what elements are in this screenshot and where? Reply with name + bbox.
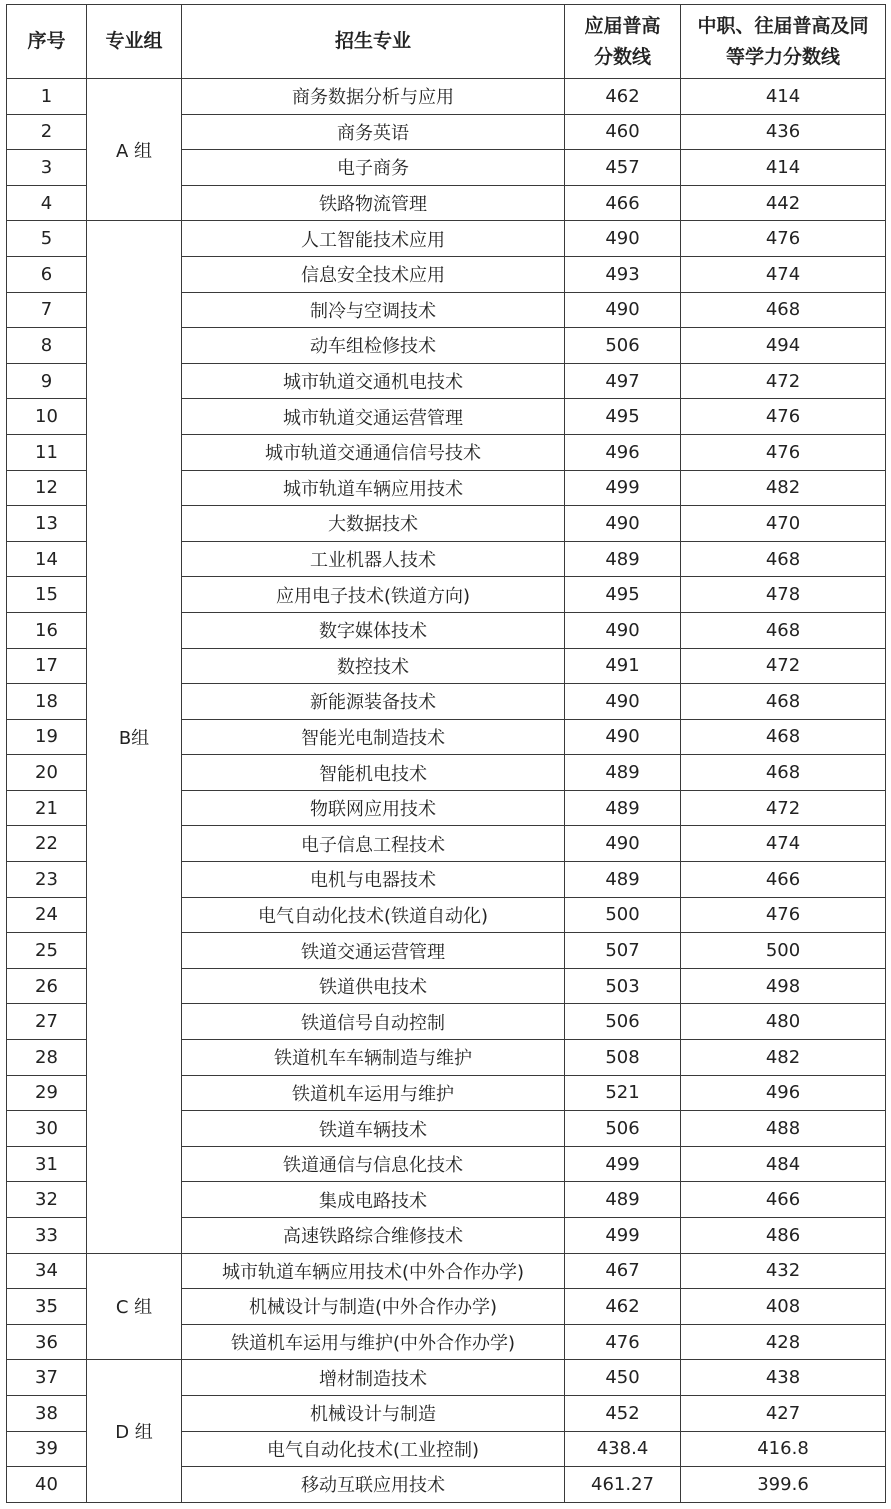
cell-major: 智能光电制造技术 <box>182 719 565 755</box>
cell-major: 铁道机车运用与维护 <box>182 1075 565 1111</box>
cell-score-other: 438 <box>681 1360 886 1396</box>
cell-index: 26 <box>7 968 87 1004</box>
cell-major: 应用电子技术(铁道方向) <box>182 577 565 613</box>
cell-score-current: 506 <box>565 1111 681 1147</box>
cell-major: 电子信息工程技术 <box>182 826 565 862</box>
cell-score-current: 490 <box>565 684 681 720</box>
cell-score-current: 490 <box>565 612 681 648</box>
cell-score-current: 495 <box>565 577 681 613</box>
cell-score-current: 438.4 <box>565 1431 681 1467</box>
cell-score-other: 436 <box>681 114 886 150</box>
cell-index: 21 <box>7 790 87 826</box>
cell-score-other: 482 <box>681 1040 886 1076</box>
cell-index: 15 <box>7 577 87 613</box>
cell-index: 25 <box>7 933 87 969</box>
cell-score-current: 476 <box>565 1324 681 1360</box>
cell-score-current: 496 <box>565 434 681 470</box>
cell-major: 大数据技术 <box>182 506 565 542</box>
cell-index: 18 <box>7 684 87 720</box>
cell-score-other: 468 <box>681 719 886 755</box>
cell-major: 城市轨道车辆应用技术 <box>182 470 565 506</box>
cell-score-other: 484 <box>681 1146 886 1182</box>
cell-score-other: 498 <box>681 968 886 1004</box>
cell-score-other: 432 <box>681 1253 886 1289</box>
cell-score-other: 486 <box>681 1218 886 1254</box>
cell-major: 铁路物流管理 <box>182 185 565 221</box>
cell-major: 城市轨道交通机电技术 <box>182 363 565 399</box>
cell-score-other: 476 <box>681 897 886 933</box>
cell-score-other: 468 <box>681 541 886 577</box>
cell-major: 增材制造技术 <box>182 1360 565 1396</box>
cell-score-current: 499 <box>565 470 681 506</box>
admission-score-table <box>6 4 886 1503</box>
cell-major: 信息安全技术应用 <box>182 256 565 292</box>
cell-score-current: 497 <box>565 363 681 399</box>
cell-major: 铁道机车运用与维护(中外合作办学) <box>182 1324 565 1360</box>
cell-score-current: 466 <box>565 185 681 221</box>
cell-group: A 组 <box>87 79 182 221</box>
header-score-current-line1: 应届普高 <box>584 14 661 37</box>
cell-score-current: 490 <box>565 292 681 328</box>
cell-major: 智能机电技术 <box>182 755 565 791</box>
cell-index: 12 <box>7 470 87 506</box>
cell-score-current: 462 <box>565 79 681 115</box>
cell-index: 8 <box>7 328 87 364</box>
cell-major: 电气自动化技术(铁道自动化) <box>182 897 565 933</box>
cell-index: 1 <box>7 79 87 115</box>
cell-score-current: 467 <box>565 1253 681 1289</box>
cell-score-current: 490 <box>565 221 681 257</box>
cell-index: 36 <box>7 1324 87 1360</box>
cell-score-other: 442 <box>681 185 886 221</box>
cell-score-current: 508 <box>565 1040 681 1076</box>
cell-score-other: 427 <box>681 1395 886 1431</box>
header-row <box>7 5 886 79</box>
cell-major: 城市轨道交通通信信号技术 <box>182 434 565 470</box>
cell-score-other: 478 <box>681 577 886 613</box>
cell-major: 电气自动化技术(工业控制) <box>182 1431 565 1467</box>
cell-score-other: 414 <box>681 79 886 115</box>
header-score-current <box>565 5 681 79</box>
cell-index: 14 <box>7 541 87 577</box>
cell-index: 2 <box>7 114 87 150</box>
cell-score-other: 399.6 <box>681 1467 886 1503</box>
cell-major: 移动互联应用技术 <box>182 1467 565 1503</box>
table-row <box>7 79 886 115</box>
cell-index: 7 <box>7 292 87 328</box>
cell-major: 新能源装备技术 <box>182 684 565 720</box>
cell-major: 人工智能技术应用 <box>182 221 565 257</box>
cell-major: 机械设计与制造(中外合作办学) <box>182 1289 565 1325</box>
cell-score-other: 482 <box>681 470 886 506</box>
cell-group: C 组 <box>87 1253 182 1360</box>
cell-index: 17 <box>7 648 87 684</box>
cell-major: 数控技术 <box>182 648 565 684</box>
header-index: 序号 <box>7 5 87 79</box>
cell-major: 商务数据分析与应用 <box>182 79 565 115</box>
cell-major: 动车组检修技术 <box>182 328 565 364</box>
cell-score-other: 496 <box>681 1075 886 1111</box>
cell-score-other: 466 <box>681 862 886 898</box>
cell-score-current: 450 <box>565 1360 681 1396</box>
header-group: 专业组 <box>87 5 182 79</box>
cell-score-current: 490 <box>565 719 681 755</box>
cell-index: 33 <box>7 1218 87 1254</box>
cell-index: 39 <box>7 1431 87 1467</box>
cell-score-other: 488 <box>681 1111 886 1147</box>
cell-score-other: 472 <box>681 648 886 684</box>
cell-score-other: 480 <box>681 1004 886 1040</box>
header-score-other-line2: 等学力分数线 <box>725 45 840 68</box>
cell-index: 24 <box>7 897 87 933</box>
cell-score-current: 499 <box>565 1146 681 1182</box>
table-row <box>7 1360 886 1396</box>
table-row <box>7 221 886 257</box>
cell-index: 16 <box>7 612 87 648</box>
header-score-other-line1: 中职、往届普高及同 <box>697 14 869 37</box>
cell-score-other: 416.8 <box>681 1431 886 1467</box>
cell-index: 27 <box>7 1004 87 1040</box>
table-row <box>7 1253 886 1289</box>
cell-major: 铁道车辆技术 <box>182 1111 565 1147</box>
cell-score-current: 506 <box>565 1004 681 1040</box>
cell-score-other: 476 <box>681 221 886 257</box>
cell-major: 工业机器人技术 <box>182 541 565 577</box>
cell-major: 商务英语 <box>182 114 565 150</box>
cell-score-current: 499 <box>565 1218 681 1254</box>
cell-major: 物联网应用技术 <box>182 790 565 826</box>
cell-index: 20 <box>7 755 87 791</box>
cell-index: 35 <box>7 1289 87 1325</box>
cell-index: 40 <box>7 1467 87 1503</box>
cell-index: 19 <box>7 719 87 755</box>
cell-index: 9 <box>7 363 87 399</box>
cell-index: 3 <box>7 150 87 186</box>
cell-score-other: 500 <box>681 933 886 969</box>
header-score-current-line2: 分数线 <box>593 45 651 68</box>
cell-score-current: 491 <box>565 648 681 684</box>
cell-score-current: 495 <box>565 399 681 435</box>
cell-index: 22 <box>7 826 87 862</box>
cell-major: 制冷与空调技术 <box>182 292 565 328</box>
cell-index: 11 <box>7 434 87 470</box>
cell-major: 集成电路技术 <box>182 1182 565 1218</box>
cell-index: 31 <box>7 1146 87 1182</box>
header-score-other <box>681 5 886 79</box>
cell-index: 4 <box>7 185 87 221</box>
cell-score-other: 476 <box>681 434 886 470</box>
cell-major: 城市轨道车辆应用技术(中外合作办学) <box>182 1253 565 1289</box>
cell-score-current: 507 <box>565 933 681 969</box>
cell-score-other: 476 <box>681 399 886 435</box>
cell-score-other: 494 <box>681 328 886 364</box>
cell-major: 数字媒体技术 <box>182 612 565 648</box>
cell-score-other: 428 <box>681 1324 886 1360</box>
cell-group: B组 <box>87 221 182 1253</box>
cell-index: 5 <box>7 221 87 257</box>
cell-index: 30 <box>7 1111 87 1147</box>
cell-score-current: 493 <box>565 256 681 292</box>
cell-score-current: 490 <box>565 506 681 542</box>
cell-score-current: 460 <box>565 114 681 150</box>
cell-major: 铁道交通运营管理 <box>182 933 565 969</box>
cell-major: 铁道信号自动控制 <box>182 1004 565 1040</box>
cell-score-current: 462 <box>565 1289 681 1325</box>
cell-score-current: 521 <box>565 1075 681 1111</box>
cell-score-current: 500 <box>565 897 681 933</box>
cell-score-other: 414 <box>681 150 886 186</box>
cell-score-other: 466 <box>681 1182 886 1218</box>
cell-index: 37 <box>7 1360 87 1396</box>
cell-score-other: 474 <box>681 826 886 862</box>
cell-score-current: 489 <box>565 862 681 898</box>
cell-score-other: 468 <box>681 755 886 791</box>
cell-score-other: 468 <box>681 684 886 720</box>
cell-major: 铁道通信与信息化技术 <box>182 1146 565 1182</box>
cell-index: 6 <box>7 256 87 292</box>
cell-major: 城市轨道交通运营管理 <box>182 399 565 435</box>
cell-major: 机械设计与制造 <box>182 1395 565 1431</box>
cell-score-other: 472 <box>681 790 886 826</box>
cell-major: 电子商务 <box>182 150 565 186</box>
cell-index: 29 <box>7 1075 87 1111</box>
cell-index: 13 <box>7 506 87 542</box>
cell-score-current: 489 <box>565 541 681 577</box>
header-major: 招生专业 <box>182 5 565 79</box>
cell-major: 高速铁路综合维修技术 <box>182 1218 565 1254</box>
cell-group: D 组 <box>87 1360 182 1502</box>
cell-index: 34 <box>7 1253 87 1289</box>
cell-score-other: 468 <box>681 612 886 648</box>
cell-score-current: 506 <box>565 328 681 364</box>
cell-index: 28 <box>7 1040 87 1076</box>
cell-index: 10 <box>7 399 87 435</box>
cell-score-current: 489 <box>565 755 681 791</box>
cell-score-current: 489 <box>565 790 681 826</box>
cell-index: 38 <box>7 1395 87 1431</box>
table-body <box>7 79 886 1503</box>
cell-score-other: 474 <box>681 256 886 292</box>
cell-score-other: 470 <box>681 506 886 542</box>
cell-index: 32 <box>7 1182 87 1218</box>
cell-major: 铁道供电技术 <box>182 968 565 1004</box>
cell-score-current: 452 <box>565 1395 681 1431</box>
cell-score-other: 472 <box>681 363 886 399</box>
cell-index: 23 <box>7 862 87 898</box>
cell-score-current: 461.27 <box>565 1467 681 1503</box>
cell-score-current: 490 <box>565 826 681 862</box>
cell-score-current: 457 <box>565 150 681 186</box>
cell-major: 铁道机车车辆制造与维护 <box>182 1040 565 1076</box>
cell-score-other: 408 <box>681 1289 886 1325</box>
cell-score-current: 503 <box>565 968 681 1004</box>
cell-score-other: 468 <box>681 292 886 328</box>
cell-score-current: 489 <box>565 1182 681 1218</box>
cell-major: 电机与电器技术 <box>182 862 565 898</box>
